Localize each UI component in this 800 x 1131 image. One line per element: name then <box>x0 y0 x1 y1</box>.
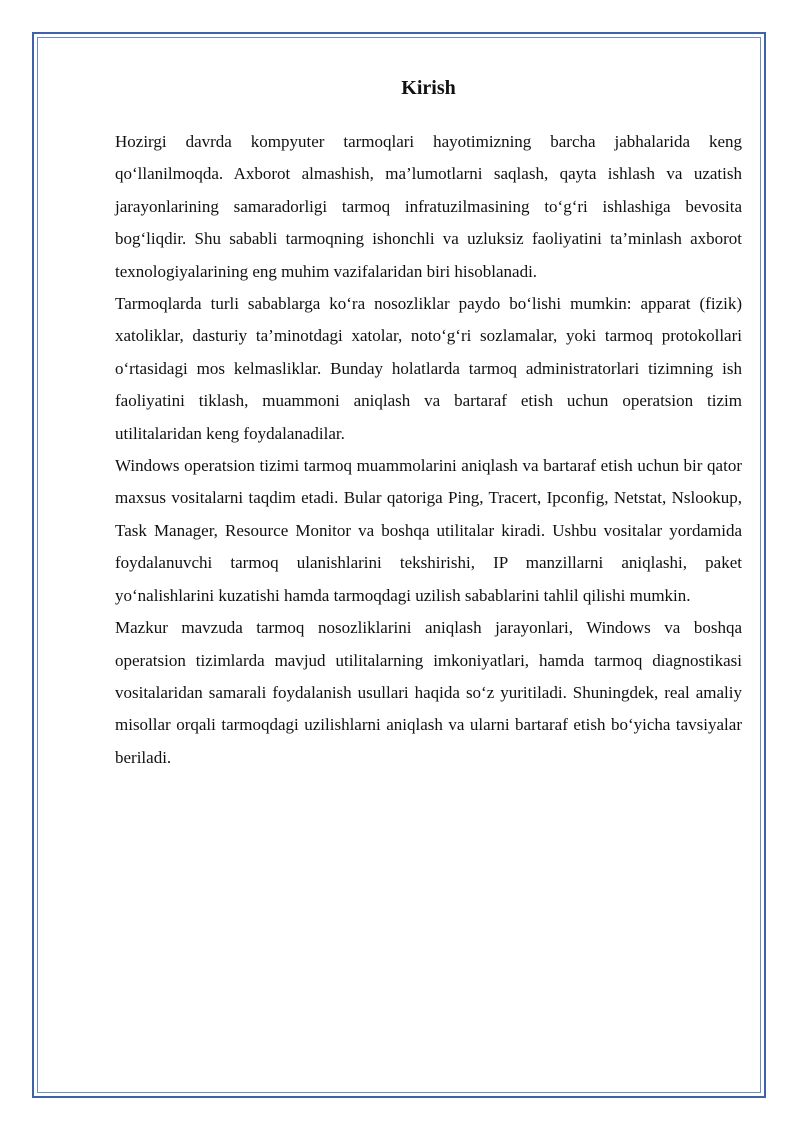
paragraph-1: Hozirgi davrda kompyuter tarmoqlari hayotimizning barcha jabhalarida keng qo‘llanilmoqda. Axborot almashish, ma’lumotlarni saqlash, qayta ishlash va uzatish jarayonlarining samaradorligi tarmoq infratuzilmasining to‘g‘ri ishlashiga bevosita bog‘liqdir. Shu sababli tarmoqning ishonchli va uzluksiz faoliyatini ta’minlash axborot texnologiyalarining eng muhim vazifalaridan biri hisoblanadi. <box>115 132 742 281</box>
paragraph-4: Mazkur mavzuda tarmoq nosozliklarini aniqlash jarayonlari, Windows va boshqa operatsion tizimlarda mavjud utilitalarning imkoniyatlari, hamda tarmoq diagnostikasi vositalaridan samarali foydalanish usullari haqida so‘z yuritiladi. Shuningdek, real amaliy misollar orqali tarmoqdagi uzilishlarni aniqlash va ularni bartaraf etish bo‘yicha tavsiyalar beriladi. <box>115 618 742 767</box>
paragraph-2: Tarmoqlarda turli sabablarga ko‘ra nosozliklar paydo bo‘lishi mumkin: apparat (fizik) xatoliklar, dasturiy ta’minotdagi xatolar, noto‘g‘ri sozlamalar, yoki tarmoq protokollari o‘rtasidagi mos kelmasliklar. Bunday holatlarda tarmoq administratorlari tizimning ish faoliyatini tiklash, muammoni aniqlash va bartaraf etish uchun operatsion tizim utilitalaridan keng foydalanadilar. <box>115 294 742 443</box>
paragraph-3: Windows operatsion tizimi tarmoq muammolarini aniqlash va bartaraf etish uchun bir qator maxsus vositalarni taqdim etadi. Bular qatoriga Ping, Tracert, Ipconfig, Netstat, Nslookup, Task Manager, Resource Monitor va boshqa utilitalar kiradi. Ushbu vositalar yordamida foydalanuvchi tarmoq ulanishlarini tekshirishi, IP manzillarni aniqlashi, paket yo‘nalishlarini kuzatishi hamda tarmoqdagi uzilish sabablarini tahlil qilishi mumkin. <box>115 456 742 605</box>
document-title: Kirish <box>401 77 456 99</box>
document-body <box>115 72 742 774</box>
